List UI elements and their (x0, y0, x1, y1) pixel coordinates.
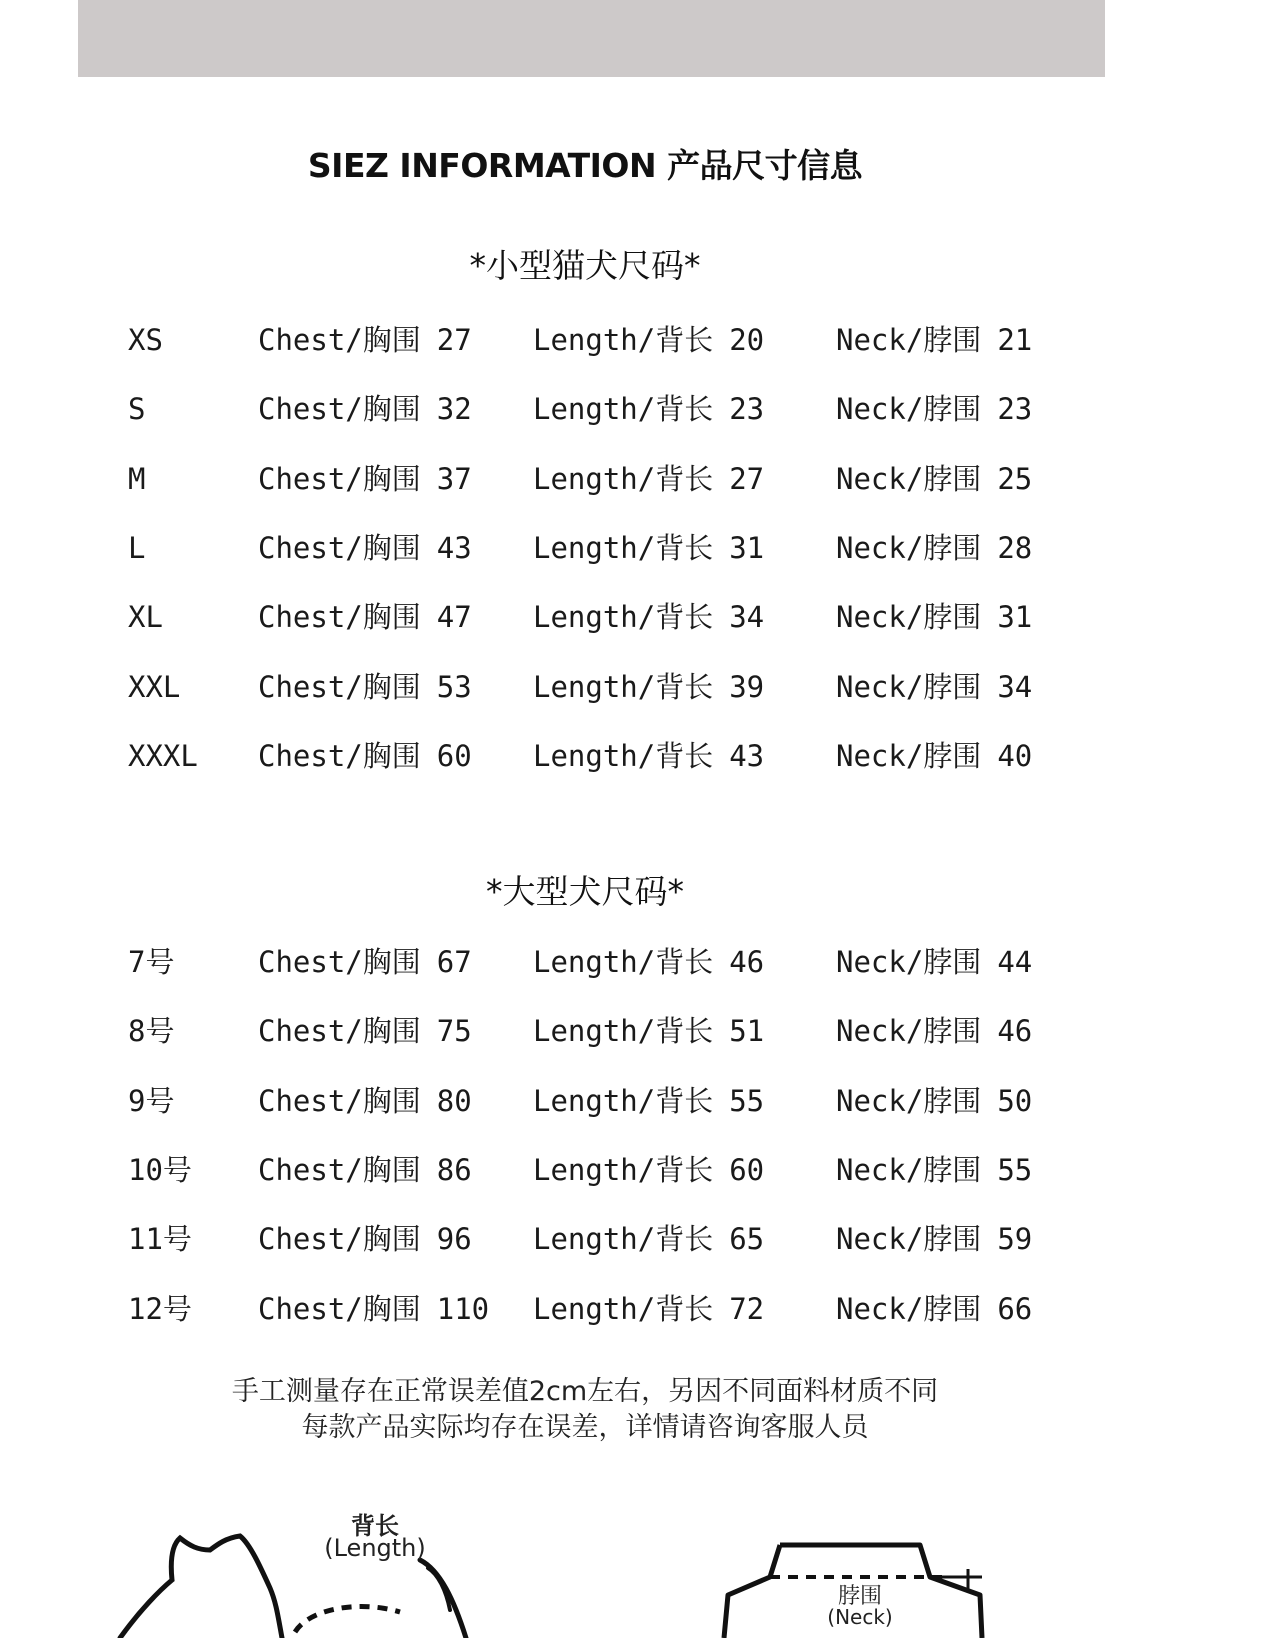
neck-label: Neck/脖围 (836, 461, 982, 496)
chest-value: 96 (436, 1222, 472, 1257)
length-label: Length/背长 (533, 1152, 714, 1187)
neck-label: Neck/脖围 (836, 1152, 982, 1187)
chest-label: Chest/胸围 (258, 323, 421, 357)
size-row (0, 1081, 1280, 1121)
chest-label: Chest/胸围 (258, 1152, 421, 1187)
chest-label: Chest/胸围 (258, 945, 421, 979)
chest-label: Chest/胸围 (258, 392, 421, 427)
length-cell (533, 1219, 764, 1259)
chest-cell (258, 1289, 489, 1329)
size-row (0, 459, 1280, 499)
size-cell (128, 459, 145, 499)
neck-cell (836, 389, 1032, 429)
size-cell (128, 1011, 174, 1051)
neck-value: 40 (997, 738, 1033, 773)
neck-label: Neck/脖围 (836, 738, 982, 773)
chest-cell (258, 528, 472, 568)
neck-value: 44 (997, 945, 1033, 979)
length-cell (533, 320, 764, 360)
neck-cell (836, 320, 1032, 360)
chest-label: Chest/胸围 (258, 530, 421, 565)
neck-cell (836, 1011, 1032, 1051)
size-cell (128, 1150, 192, 1190)
neck-cell (836, 597, 1032, 637)
length-cell (533, 528, 764, 568)
length-label: Length/背长 (533, 323, 714, 357)
size-cell (128, 942, 174, 982)
size-label: L (128, 530, 146, 565)
size-label: XS (128, 323, 163, 357)
neck-label: Neck/脖围 (836, 1014, 982, 1049)
dog-length-label-en: (Length) (324, 1534, 426, 1562)
chest-label: Chest/胸围 (258, 1222, 421, 1257)
chest-value: 27 (436, 323, 472, 357)
length-value: 65 (729, 1222, 765, 1257)
neck-label: Neck/脖围 (836, 530, 982, 565)
neck-value: 46 (997, 1014, 1033, 1049)
neck-label: Neck/脖围 (836, 1291, 982, 1326)
size-row (0, 528, 1280, 568)
size-label: 10号 (128, 1152, 192, 1187)
size-row (0, 389, 1280, 429)
neck-value: 28 (997, 530, 1033, 565)
size-label: 8号 (128, 1014, 175, 1049)
neck-cell (836, 942, 1032, 982)
neck-value: 55 (997, 1152, 1033, 1187)
length-label: Length/背长 (533, 1014, 714, 1049)
chest-cell (258, 667, 472, 707)
size-cell (128, 1219, 192, 1259)
chest-value: 67 (436, 945, 472, 979)
neck-value: 50 (997, 1083, 1033, 1118)
neck-label: Neck/脖围 (836, 669, 982, 704)
neck-value: 31 (997, 600, 1033, 635)
size-row (0, 1011, 1280, 1051)
chest-cell (258, 1011, 472, 1051)
neck-value: 66 (997, 1291, 1033, 1326)
neck-value: 23 (997, 392, 1033, 427)
length-value: 23 (729, 392, 765, 427)
length-value: 60 (729, 1152, 765, 1187)
neck-value: 59 (997, 1222, 1033, 1257)
length-value: 46 (729, 945, 765, 979)
neck-label-cn: 脖围 (837, 1584, 882, 1609)
length-value: 27 (729, 461, 765, 496)
size-label: XXXL (128, 738, 198, 773)
size-cell (128, 528, 145, 568)
size-row (0, 736, 1280, 776)
size-label: 12号 (128, 1291, 192, 1326)
chest-cell (258, 389, 472, 429)
length-value: 51 (729, 1014, 765, 1049)
length-label: Length/背长 (533, 392, 714, 427)
chest-label: Chest/胸围 (258, 600, 421, 635)
length-value: 39 (729, 669, 765, 704)
length-cell (533, 667, 764, 707)
chest-value: 47 (436, 600, 472, 635)
length-cell (533, 1150, 764, 1190)
size-row (0, 597, 1280, 637)
length-value: 72 (729, 1291, 765, 1326)
size-label: XL (128, 600, 163, 635)
chest-value: 43 (436, 530, 472, 565)
length-value: 20 (729, 323, 765, 357)
size-label: 9号 (128, 1083, 175, 1118)
length-value: 43 (729, 738, 765, 773)
measurement-note-line1: 手工测量存在正常误差值2cm左右，另因不同面料材质不同 (231, 1376, 939, 1407)
neck-cell (836, 667, 1032, 707)
dog-length-diagram (110, 1510, 510, 1638)
chest-value: 86 (436, 1152, 472, 1187)
length-label: Length/背长 (533, 600, 714, 635)
neck-cell (836, 1150, 1032, 1190)
length-label: Length/背长 (533, 530, 714, 565)
chest-cell (258, 736, 472, 776)
neck-cell (836, 736, 1032, 776)
neck-label-en: (Neck) (827, 1605, 893, 1629)
size-row (0, 320, 1280, 360)
neck-label: Neck/脖围 (836, 392, 982, 427)
chest-cell (258, 320, 472, 360)
measurement-note-line2: 每款产品实际均存在误差，详情请咨询客服人员 (301, 1412, 869, 1443)
chest-label: Chest/胸围 (258, 1291, 421, 1326)
chest-label: Chest/胸围 (258, 669, 421, 704)
length-value: 34 (729, 600, 765, 635)
size-cell (128, 1289, 192, 1329)
size-cell (128, 667, 180, 707)
neck-cell (836, 1219, 1032, 1259)
neck-value: 25 (997, 461, 1033, 496)
neck-cell (836, 1081, 1032, 1121)
length-cell (533, 942, 764, 982)
length-label: Length/背长 (533, 1222, 714, 1257)
page-title: SIEZ INFORMATION 产品尺寸信息 (307, 146, 863, 185)
size-row (0, 1150, 1280, 1190)
length-label: Length/背长 (533, 669, 714, 704)
large-size-section-title: *大型犬尺码* (486, 872, 684, 911)
small-size-section-title: *小型猫犬尺码* (469, 246, 701, 285)
size-cell (128, 597, 163, 637)
length-value: 31 (729, 530, 765, 565)
length-label: Length/背长 (533, 1083, 714, 1118)
length-value: 55 (729, 1083, 765, 1118)
neck-value: 21 (997, 323, 1033, 357)
length-label: Length/背长 (533, 461, 714, 496)
neck-label: Neck/脖围 (836, 323, 982, 357)
top-banner (78, 0, 1105, 77)
chest-value: 32 (436, 392, 472, 427)
neck-cell (836, 528, 1032, 568)
size-row (0, 667, 1280, 707)
size-label: S (128, 392, 146, 427)
size-label: M (128, 461, 146, 496)
chest-label: Chest/胸围 (258, 1083, 421, 1118)
chest-cell (258, 597, 472, 637)
chest-cell (258, 1219, 472, 1259)
size-cell (128, 736, 198, 776)
length-label: Length/背长 (533, 945, 714, 979)
chest-value: 60 (436, 738, 472, 773)
dog-length-label-cn: 背长 (351, 1512, 399, 1540)
chest-value: 80 (436, 1083, 472, 1118)
length-cell (533, 459, 764, 499)
neck-cell (836, 1289, 1032, 1329)
length-label: Length/背长 (533, 1291, 714, 1326)
dog-outline-icon (110, 1510, 510, 1638)
size-cell (128, 320, 163, 360)
length-cell (533, 1011, 764, 1051)
neck-label: Neck/脖围 (836, 945, 982, 979)
chest-value: 110 (436, 1291, 490, 1326)
length-cell (533, 597, 764, 637)
neck-label: Neck/脖围 (836, 1083, 982, 1118)
chest-value: 53 (436, 669, 472, 704)
size-label: 11号 (128, 1222, 192, 1257)
size-cell (128, 1081, 174, 1121)
chest-label: Chest/胸围 (258, 461, 421, 496)
neck-value: 34 (997, 669, 1033, 704)
length-cell (533, 1289, 764, 1329)
chest-value: 37 (436, 461, 472, 496)
neck-diagram (720, 1535, 1020, 1638)
chest-cell (258, 1150, 472, 1190)
length-cell (533, 1081, 764, 1121)
neck-label: Neck/脖围 (836, 600, 982, 635)
neck-cell (836, 459, 1032, 499)
length-cell (533, 736, 764, 776)
size-row (0, 1219, 1280, 1259)
size-cell (128, 389, 145, 429)
length-cell (533, 389, 764, 429)
size-label: XXL (128, 669, 181, 704)
chest-cell (258, 1081, 472, 1121)
chest-label: Chest/胸围 (258, 1014, 421, 1049)
chest-label: Chest/胸围 (258, 738, 421, 773)
neck-label: Neck/脖围 (836, 1222, 982, 1257)
chest-cell (258, 459, 472, 499)
chest-cell (258, 942, 472, 982)
size-row (0, 942, 1280, 982)
length-label: Length/背长 (533, 738, 714, 773)
size-label: 7号 (128, 945, 175, 979)
chest-value: 75 (436, 1014, 472, 1049)
size-row (0, 1289, 1280, 1329)
